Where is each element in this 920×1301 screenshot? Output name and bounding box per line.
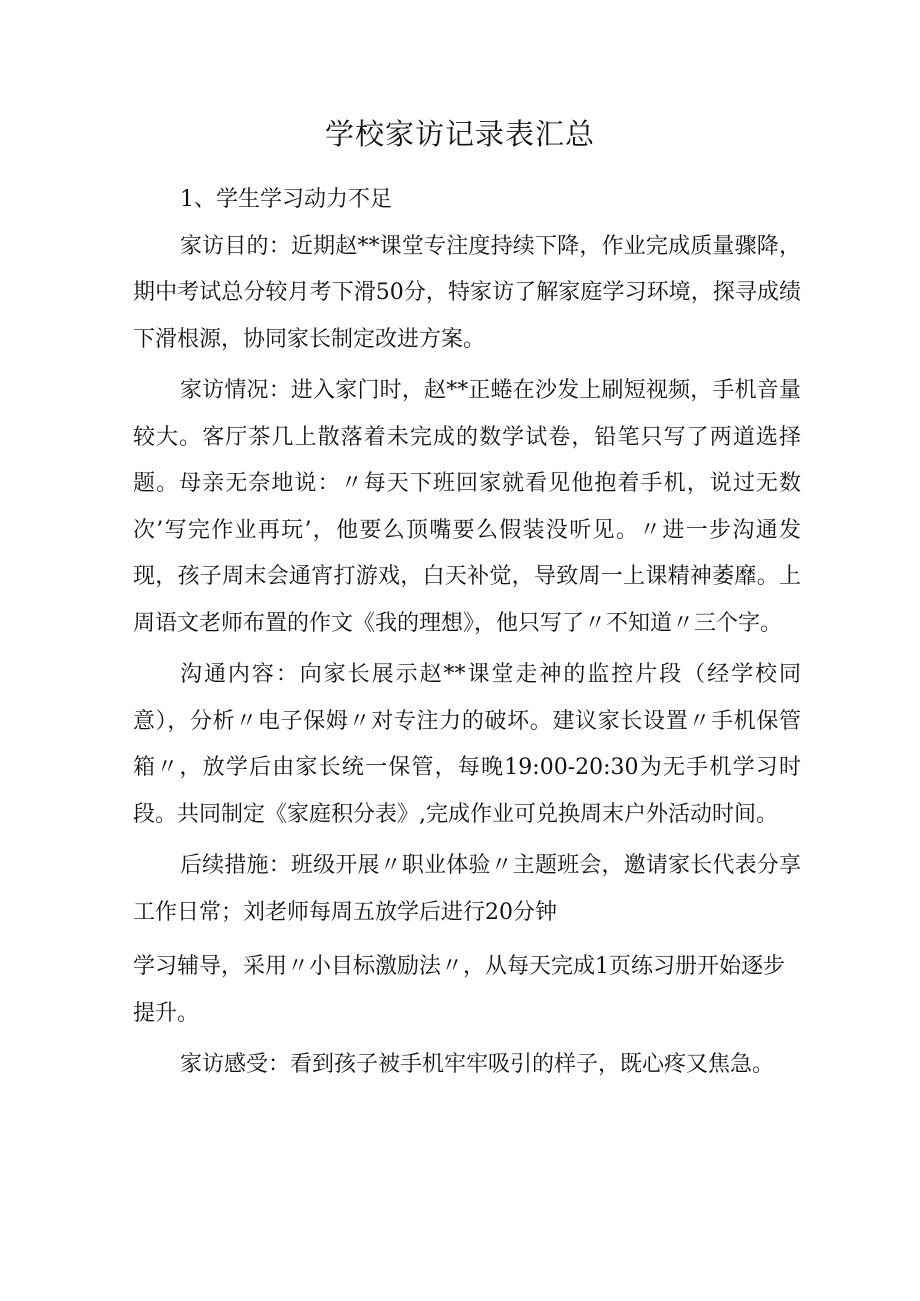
paragraph-visit-situation: 家访情况：进入家门时，赵**正蜷在沙发上刷短视频，手机音量较大。客厅茶几上散落着未完成的数学试卷，铅笔只写了两道选择题。母亲无奈地说：〃每天下班回家就看见他抱着手机，说过无数次’写完作业再玩’，他要么顶嘴要么假装没听见。〃进一步沟通发现，孩子周末会通宵打游戏，白天补觉，导致周一上课精神萎靡。上周语文老师布置的作文《我的理想》，他只写了〃不知道〃三个字。 xyxy=(133,378,801,636)
paragraph-visit-feeling: 家访感受：看到孩子被手机牢牢吸引的样子，既心疼又焦急。 xyxy=(180,1052,775,1077)
document-title: 学校家访记录表汇总 xyxy=(324,117,595,151)
document-body xyxy=(133,177,801,1089)
paragraph-communication: 沟通内容：向家长展示赵**课堂走神的监控片段（经学校同意），分析〃电子保姆〃对专注力的破坏。建议家长设置〃手机保管箱〃，放学后由家长统一保管，每晚19:00-20:30为无手机学习时段。共同制定《家庭积分表》,完成作业可兑换周末户外活动时间。 xyxy=(133,662,801,827)
paragraph-visit-purpose: 家访目的：近期赵**课堂专注度持续下降，作业完成质量骤降，期中考试总分较月考下滑50分，特家访了解家庭学习环境，探寻成绩下滑根源，协同家长制定改进方案。 xyxy=(133,233,801,352)
paragraph-followup: 后续措施：班级开展〃职业体验〃主题班会，邀请家长代表分享工作日常；刘老师每周五放学后进行20分钟 xyxy=(133,853,801,925)
paragraph-followup-continued: 学习辅导，采用〃小目标激励法〃，从每天完成1页练习册开始逐步提升。 xyxy=(133,954,785,1026)
section-heading: 1、学生学习动力不足 xyxy=(180,187,392,212)
